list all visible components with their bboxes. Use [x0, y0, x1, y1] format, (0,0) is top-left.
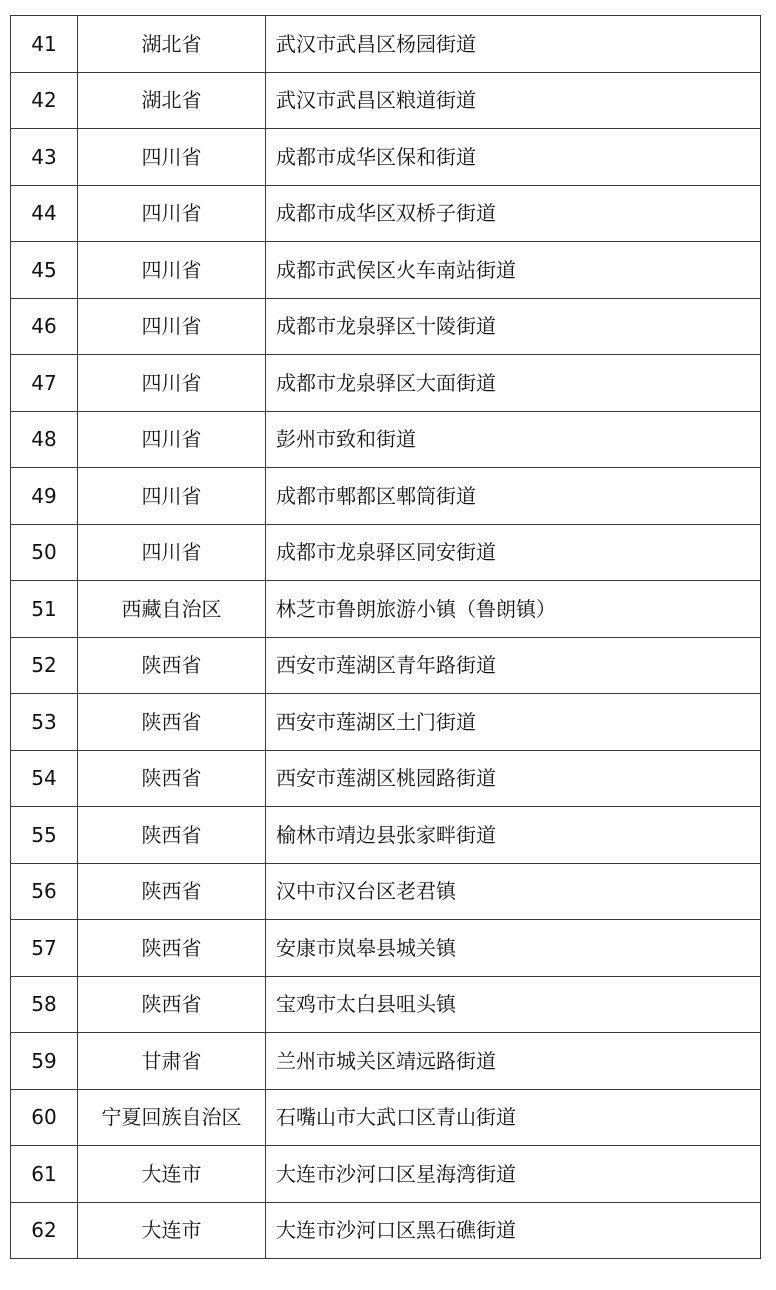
row-number: 48: [11, 411, 78, 468]
street-name-cell: 武汉市武昌区杨园街道: [266, 16, 761, 73]
street-name-cell: 成都市龙泉驿区同安街道: [266, 524, 761, 581]
row-number: 62: [11, 1202, 78, 1259]
province-cell: 湖北省: [78, 16, 266, 73]
table-body: [11, 16, 761, 1259]
table-row: [11, 863, 761, 920]
row-number: 46: [11, 298, 78, 355]
row-number: 45: [11, 242, 78, 299]
province-cell: 陕西省: [78, 920, 266, 977]
province-cell: 大连市: [78, 1146, 266, 1203]
row-number: 43: [11, 129, 78, 186]
street-name-cell: 宝鸡市太白县咀头镇: [266, 976, 761, 1033]
province-cell: 四川省: [78, 355, 266, 412]
street-name-cell: 石嘴山市大武口区青山街道: [266, 1089, 761, 1146]
province-cell: 四川省: [78, 185, 266, 242]
row-number: 54: [11, 750, 78, 807]
street-name-cell: 成都市武侯区火车南站街道: [266, 242, 761, 299]
row-number: 41: [11, 16, 78, 73]
province-cell: 陕西省: [78, 976, 266, 1033]
street-name-cell: 汉中市汉台区老君镇: [266, 863, 761, 920]
row-number: 61: [11, 1146, 78, 1203]
province-cell: 大连市: [78, 1202, 266, 1259]
street-name-cell: 西安市莲湖区土门街道: [266, 694, 761, 751]
street-name-cell: 林芝市鲁朗旅游小镇（鲁朗镇）: [266, 581, 761, 638]
street-name-cell: 成都市郫都区郫筒街道: [266, 468, 761, 525]
table-row: [11, 355, 761, 412]
row-number: 55: [11, 807, 78, 864]
street-name-cell: 成都市龙泉驿区十陵街道: [266, 298, 761, 355]
province-cell: 陕西省: [78, 863, 266, 920]
row-number: 44: [11, 185, 78, 242]
street-name-cell: 成都市成华区保和街道: [266, 129, 761, 186]
table-row: [11, 185, 761, 242]
street-name-cell: 成都市龙泉驿区大面街道: [266, 355, 761, 412]
table-row: [11, 750, 761, 807]
table-row: [11, 524, 761, 581]
street-name-cell: 大连市沙河口区黑石礁街道: [266, 1202, 761, 1259]
row-number: 59: [11, 1033, 78, 1090]
province-cell: 四川省: [78, 242, 266, 299]
table-row: [11, 72, 761, 129]
row-number: 57: [11, 920, 78, 977]
table-row: [11, 16, 761, 73]
street-name-cell: 兰州市城关区靖远路街道: [266, 1033, 761, 1090]
street-list-table: [10, 15, 761, 1259]
street-name-cell: 彭州市致和街道: [266, 411, 761, 468]
row-number: 53: [11, 694, 78, 751]
province-cell: 西藏自治区: [78, 581, 266, 638]
province-cell: 宁夏回族自治区: [78, 1089, 266, 1146]
table-row: [11, 298, 761, 355]
street-name-cell: 成都市成华区双桥子街道: [266, 185, 761, 242]
province-cell: 陕西省: [78, 637, 266, 694]
street-name-cell: 武汉市武昌区粮道街道: [266, 72, 761, 129]
table-row: [11, 1202, 761, 1259]
province-cell: 四川省: [78, 468, 266, 525]
table-row: [11, 242, 761, 299]
province-cell: 湖北省: [78, 72, 266, 129]
table-row: [11, 637, 761, 694]
street-name-cell: 西安市莲湖区青年路街道: [266, 637, 761, 694]
table-row: [11, 1146, 761, 1203]
row-number: 52: [11, 637, 78, 694]
province-cell: 四川省: [78, 524, 266, 581]
row-number: 47: [11, 355, 78, 412]
table-row: [11, 129, 761, 186]
street-name-cell: 大连市沙河口区星海湾街道: [266, 1146, 761, 1203]
row-number: 56: [11, 863, 78, 920]
street-name-cell: 榆林市靖边县张家畔街道: [266, 807, 761, 864]
row-number: 50: [11, 524, 78, 581]
table-row: [11, 581, 761, 638]
province-cell: 陕西省: [78, 694, 266, 751]
street-name-cell: 安康市岚皋县城关镇: [266, 920, 761, 977]
street-name-cell: 西安市莲湖区桃园路街道: [266, 750, 761, 807]
table-row: [11, 1089, 761, 1146]
province-cell: 陕西省: [78, 807, 266, 864]
row-number: 58: [11, 976, 78, 1033]
row-number: 42: [11, 72, 78, 129]
table-row: [11, 411, 761, 468]
province-cell: 甘肃省: [78, 1033, 266, 1090]
row-number: 51: [11, 581, 78, 638]
province-cell: 四川省: [78, 411, 266, 468]
province-cell: 陕西省: [78, 750, 266, 807]
table-row: [11, 976, 761, 1033]
row-number: 49: [11, 468, 78, 525]
table-row: [11, 1033, 761, 1090]
row-number: 60: [11, 1089, 78, 1146]
province-cell: 四川省: [78, 129, 266, 186]
table-row: [11, 694, 761, 751]
province-cell: 四川省: [78, 298, 266, 355]
table-row: [11, 920, 761, 977]
table-row: [11, 807, 761, 864]
table-row: [11, 468, 761, 525]
